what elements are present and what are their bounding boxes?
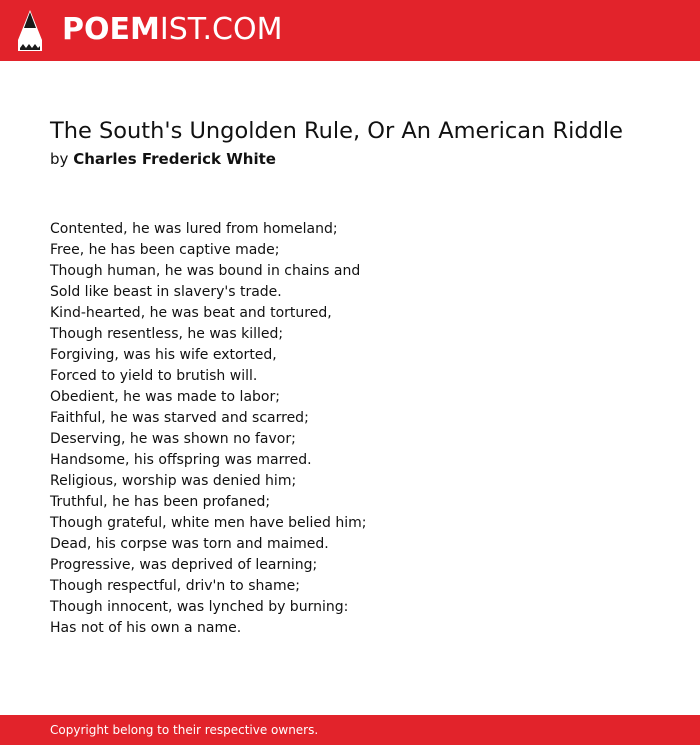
logo-light-text: IST.COM	[159, 12, 283, 47]
poem-line: Dead, his corpse was torn and maimed.	[50, 536, 329, 552]
poem-author: Charles Frederick White	[73, 150, 276, 168]
poem-line: Progressive, was deprived of learning;	[50, 557, 318, 573]
site-header	[0, 0, 700, 61]
poem-line: Truthful, he has been profaned;	[50, 494, 271, 510]
poem-line: Contented, he was lured from homeland;	[50, 221, 338, 237]
poem-line: Obedient, he was made to labor;	[50, 389, 280, 405]
site-footer	[0, 715, 700, 745]
poem-line: Religious, worship was denied him;	[50, 473, 297, 489]
poem-line: Sold like beast in slavery's trade.	[50, 284, 282, 300]
by-label: by	[50, 150, 69, 168]
poem-line: Though grateful, white men have belied him;	[50, 515, 367, 531]
poem-line: Kind-hearted, he was beat and tortured,	[50, 305, 332, 321]
site-logo[interactable]	[62, 12, 282, 48]
poem-line: Free, he has been captive made;	[50, 242, 280, 258]
poem-line: Handsome, his offspring was marred.	[50, 452, 312, 468]
poem-line: Faithful, he was starved and scarred;	[50, 410, 309, 426]
poem-line: Deserving, he was shown no favor;	[50, 431, 296, 447]
copyright-text: Copyright belong to their respective owners.	[50, 723, 319, 737]
poem-line: Though respectful, driv'n to shame;	[50, 578, 300, 594]
pencil-tip-icon[interactable]	[18, 10, 42, 51]
poem-byline	[50, 149, 276, 169]
poem-body	[50, 219, 366, 639]
poem-line: Forced to yield to brutish will.	[50, 368, 258, 384]
poem-line: Though human, he was bound in chains and	[50, 263, 361, 279]
logo-bold-text: POEM	[62, 12, 160, 47]
poem-line: Though resentless, he was killed;	[50, 326, 284, 342]
poem-line: Forgiving, was his wife extorted,	[50, 347, 277, 363]
poem-line: Has not of his own a name.	[50, 620, 242, 636]
poem-title: The South's Ungolden Rule, Or An American Riddle	[50, 118, 623, 144]
poem-line: Though innocent, was lynched by burning:	[50, 599, 349, 615]
